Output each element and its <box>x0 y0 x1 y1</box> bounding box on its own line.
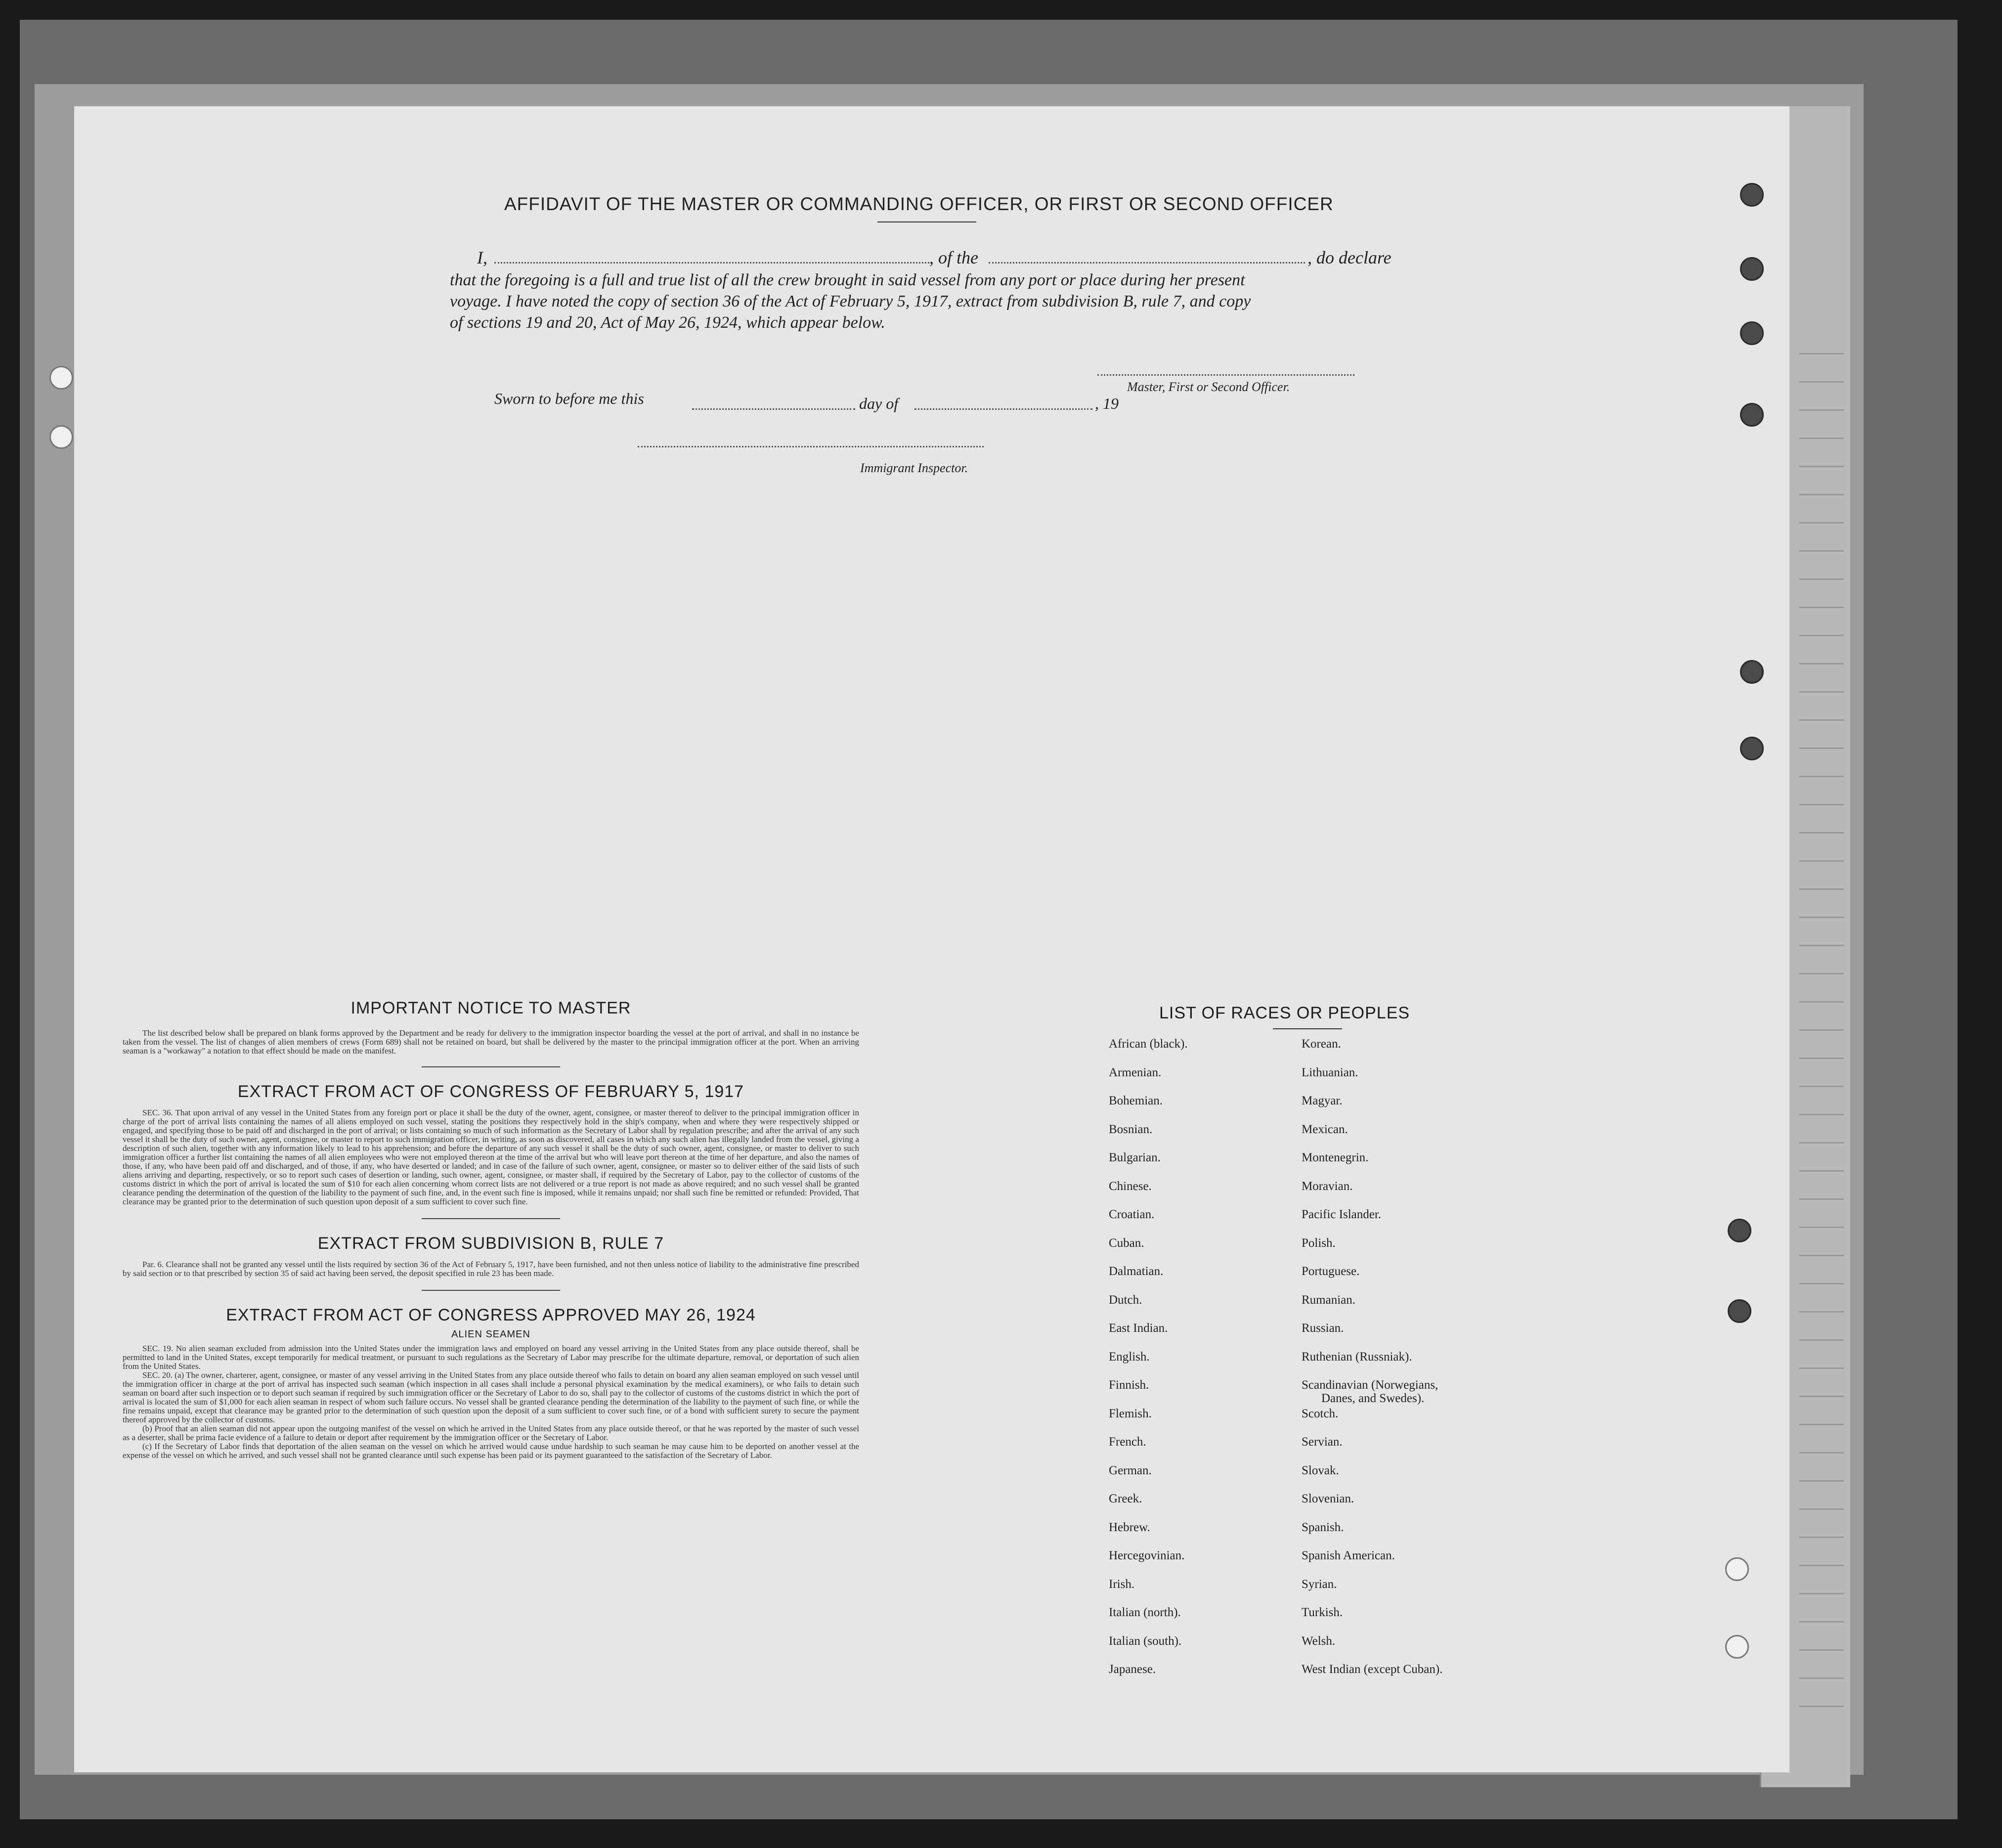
race-item-scandinavian <box>1302 1378 1442 1407</box>
race-item: Syrian. <box>1302 1577 1337 1591</box>
race-item-line: Scandinavian (Norwegians, <box>1302 1378 1438 1392</box>
races-title: LIST OF RACES OR PEOPLES <box>1159 1004 1410 1022</box>
race-item: Bosnian. <box>1109 1122 1153 1136</box>
month-blank[interactable] <box>914 408 1092 410</box>
affidavit-i: I, <box>477 248 487 267</box>
punch-hole <box>1740 403 1764 427</box>
master-signature-label: Master, First or Second Officer. <box>1127 380 1290 394</box>
affidavit-declaration <box>450 269 1399 333</box>
sec19-text: SEC. 19. No alien seaman excluded from admission into the United States under the immigration laws and employed on board any vessel arriving in the United States from any place outside thereof, shall be permitted to land in the United States, except temporarily for medical treatment, or pursuant to such regulations as the Secretary of Labor may prescribe for the ultimate departure, removal, or deportation of such alien from the United States. <box>123 1344 859 1371</box>
race-item: Slovenian. <box>1302 1492 1354 1505</box>
rule7-text: Par. 6. Clearance shall not be granted any vessel until the lists required by section 36 of the Act of February 5, 1917, have been furnished, and not then unless notice of liability to the administrative fine prescribed by said section or to that prescribed by section 35 of said act having been served, the deposit specified in rule 23 has been made. <box>123 1260 859 1278</box>
race-item: Dalmatian. <box>1109 1265 1164 1278</box>
race-item: Armenian. <box>1109 1065 1162 1079</box>
title-underline <box>877 221 976 222</box>
race-item-line: Danes, and Swedes). <box>1321 1392 1425 1405</box>
day-blank[interactable] <box>692 408 855 410</box>
sec20c-text: (c) If the Secretary of Labor finds that deportation of the alien seaman on the vessel on which he arrived would cause undue hardship to such seaman he may cause him to be deported on another vessel at the expense of the vessel on which he arrived, and such vessel shall not be granted clearance until such expense has been paid or its payment guaranteed to the satisfaction of the Secretary of Labor. <box>123 1442 859 1460</box>
race-item: Magyar. <box>1302 1094 1343 1107</box>
declaration-line: of sections 19 and 20, Act of May 26, 1924, which appear below. <box>450 313 885 332</box>
race-item: Greek. <box>1109 1492 1142 1505</box>
rule7-title: EXTRACT FROM SUBDIVISION B, RULE 7 <box>317 1234 664 1253</box>
race-item: West Indian (except Cuban). <box>1302 1663 1443 1676</box>
race-item: Dutch. <box>1109 1293 1142 1307</box>
race-item: Italian (south). <box>1109 1634 1182 1648</box>
race-item: Chinese. <box>1109 1179 1152 1193</box>
name-blank[interactable] <box>494 262 929 264</box>
race-item: Hercegovinian. <box>1109 1549 1185 1562</box>
races-left-column <box>1109 1037 1188 1691</box>
underlying-form-grid <box>1799 326 1844 1711</box>
race-item: Lithuanian. <box>1302 1065 1358 1079</box>
sec20b-text: (b) Proof that an alien seaman did not appear upon the outgoing manifest of the vessel on which he arrived in the United States from any place outside thereof, or that he was reported by the master of such vessel as a deserter, shall be prima facie evidence of a failure to detain or deport after requirement by the immigration officer or the Secretary of Labor. <box>123 1424 859 1442</box>
punch-hole <box>1740 660 1764 684</box>
affidavit-do-declare: , do declare <box>1307 248 1392 267</box>
races-right-column <box>1302 1037 1442 1691</box>
extract-1924-title: EXTRACT FROM ACT OF CONGRESS APPROVED MAY 26, 1924 <box>226 1306 756 1324</box>
race-item: Montenegrin. <box>1302 1151 1369 1164</box>
sworn-text: Sworn to before me this <box>494 390 644 407</box>
punch-hole <box>1740 737 1764 760</box>
inspector-signature-label: Immigrant Inspector. <box>860 461 968 475</box>
sec20a-text: SEC. 20. (a) The owner, charterer, agent, consignee, or master of any vessel arriving in the United States from any place outside thereof who fails to detain on board any alien seaman employed on such vessel until the immigration officer in charge at the port of arrival has inspected such seaman (which inspection in all cases shall include a personal physical examination by the medical examiners), or who fails to detain such seaman on board after such inspection or to deport such seaman if required by such immigration officer or the Secretary of Labor to do so, shall pay to the collector of customs of the customs district in which the port of arrival is located the sum of $1,000 for each alien seaman in respect of whom such failure occurs. No vessel shall be granted clearance pending the determination of the liability to the payment of such fine, or while the fine remains unpaid, except that clearance may be granted prior to the determination of such question upon the deposit of a sum sufficient to cover such fine, or of a bond with sufficient surety to secure the payment thereof approved by the collector of customs. <box>123 1370 859 1424</box>
year-text: , 19 <box>1095 395 1119 412</box>
extract-1917-title: EXTRACT FROM ACT OF CONGRESS OF FEBRUARY 5, 1917 <box>237 1082 744 1101</box>
punch-hole <box>1725 1635 1749 1659</box>
inspector-signature-line[interactable] <box>638 446 984 447</box>
declaration-line: voyage. I have noted the copy of section 36 of the Act of February 5, 1917, extract from subdivision B, rule 7, and copy <box>450 292 1251 310</box>
race-item: French. <box>1109 1435 1146 1449</box>
punch-hole <box>1725 1557 1749 1581</box>
notice-title: IMPORTANT NOTICE TO MASTER <box>350 999 631 1017</box>
race-item: Bohemian. <box>1109 1094 1163 1107</box>
races-title-underline <box>1273 1028 1342 1029</box>
race-item: Bulgarian. <box>1109 1151 1161 1164</box>
affidavit-title: AFFIDAVIT OF THE MASTER OR COMMANDING OFFICER, OR FIRST OR SECOND OFFICER <box>504 194 1334 214</box>
race-item: Italian (north). <box>1109 1606 1181 1619</box>
race-item: Slovak. <box>1302 1463 1339 1477</box>
notice-text: The list described below shall be prepared on blank forms approved by the Department and be ready for delivery to the immigration inspector boarding the vessel at the port of arrival, and shall in no instance be taken from the vessel. The list of changes of alien members of crews (Form 689) shall not be retained on board, but shall be delivered by the master to the principal immigration officer at the port. When an arriving seaman is a "workaway" a notation to that effect should be made on the manifest. <box>123 1028 859 1056</box>
punch-hole <box>1728 1219 1751 1242</box>
race-item: Hebrew. <box>1109 1520 1150 1534</box>
punch-hole <box>49 425 73 449</box>
race-item: Spanish. <box>1302 1520 1344 1534</box>
declaration-line: that the foregoing is a full and true list of all the crew brought in said vessel from any port or place during her present <box>450 271 1245 289</box>
race-item: Servian. <box>1302 1435 1343 1449</box>
race-item: Spanish American. <box>1302 1549 1395 1562</box>
day-of-text: day of <box>859 395 899 412</box>
race-item: Pacific Islander. <box>1302 1208 1382 1221</box>
race-item: African (black). <box>1109 1037 1188 1051</box>
extract-1917-text: SEC. 36. That upon arrival of any vessel in the United States from any foreign port or place it shall be the duty of the owner, agent, consignee, or master thereof to deliver to the principal immigration officer in charge of the port of arrival lists containing the names of all aliens employed on such vessel, stating the positions they respectively hold in the ship's company, when and where they were respectively shipped or engaged, and specifying those to be paid off and discharged in the port of arrival; or lists containing so much of such information as the Secretary of Labor shall by regulation prescribe; and after the arrival of any such vessel it shall be the duty of such owner, agent, consignee, or master to report to such immigration officer, in writing, as soon as discovered, all cases in which any such alien has illegally landed from the vessel, giving a description of such alien, together with any information likely to lead to his apprehension; and before the departure of any such vessel it shall be the duty of such owner, agent, consignee, or master to deliver to such immigration officer a further list containing the names of all alien employees who were not employed thereon at the time of the arrival but who will leave port thereon at the time of her departure, and also the names of those, if any, who have been paid off and discharged, and of those, if any, who have deserted or landed; and in case of the failure of such owner, agent, consignee, or master so to deliver either of the said lists of such aliens arriving and departing, respectively, or so to report such cases of desertion or landing, such owner, agent, consignee, or master shall, if required by the Secretary of Labor, pay to the collector of customs of the customs district in which the port of arrival is located the sum of $10 for each alien concerning whom correct lists are not delivered or a true report is not made as above required; and no such vessel shall be granted clearance pending the determination of the question of the liability to the payment of such fine, and, in the event such fine is imposed, while it remains unpaid; nor shall such fine be remitted or refunded: Provided, That clearance may be granted prior to the determination of such question upon deposit of a sum sufficient to cover such fine. <box>123 1108 859 1206</box>
race-item: German. <box>1109 1463 1152 1477</box>
race-item: Welsh. <box>1302 1634 1336 1648</box>
race-item: Irish. <box>1109 1577 1135 1591</box>
race-item: Mexican. <box>1302 1122 1348 1136</box>
race-item: Scotch. <box>1302 1407 1339 1420</box>
race-item: Croatian. <box>1109 1208 1155 1221</box>
race-item: Turkish. <box>1302 1606 1343 1619</box>
manifest-page <box>74 106 1789 1772</box>
race-item: Portuguese. <box>1302 1265 1360 1278</box>
race-item: Polish. <box>1302 1236 1336 1250</box>
race-item: Finnish. <box>1109 1378 1149 1392</box>
alien-seamen-subtitle: ALIEN SEAMEN <box>451 1329 530 1340</box>
punch-hole <box>1740 321 1764 345</box>
affidavit-of-the: , of the <box>929 248 978 267</box>
race-item: Cuban. <box>1109 1236 1144 1250</box>
race-item: Rumanian. <box>1302 1293 1356 1307</box>
race-item: English. <box>1109 1350 1150 1364</box>
vessel-blank[interactable] <box>989 262 1305 264</box>
punch-hole <box>49 366 73 390</box>
race-item: Japanese. <box>1109 1663 1156 1676</box>
master-signature-line[interactable] <box>1097 374 1354 376</box>
punch-hole <box>1740 183 1764 207</box>
race-item: Russian. <box>1302 1321 1344 1335</box>
notices-column <box>123 999 859 1460</box>
race-item: Moravian. <box>1302 1179 1353 1193</box>
race-item: Korean. <box>1302 1037 1341 1051</box>
punch-hole <box>1728 1299 1751 1323</box>
race-item: Flemish. <box>1109 1407 1152 1420</box>
punch-hole <box>1740 257 1764 281</box>
race-item: East Indian. <box>1109 1321 1168 1335</box>
race-item: Ruthenian (Russniak). <box>1302 1350 1412 1364</box>
